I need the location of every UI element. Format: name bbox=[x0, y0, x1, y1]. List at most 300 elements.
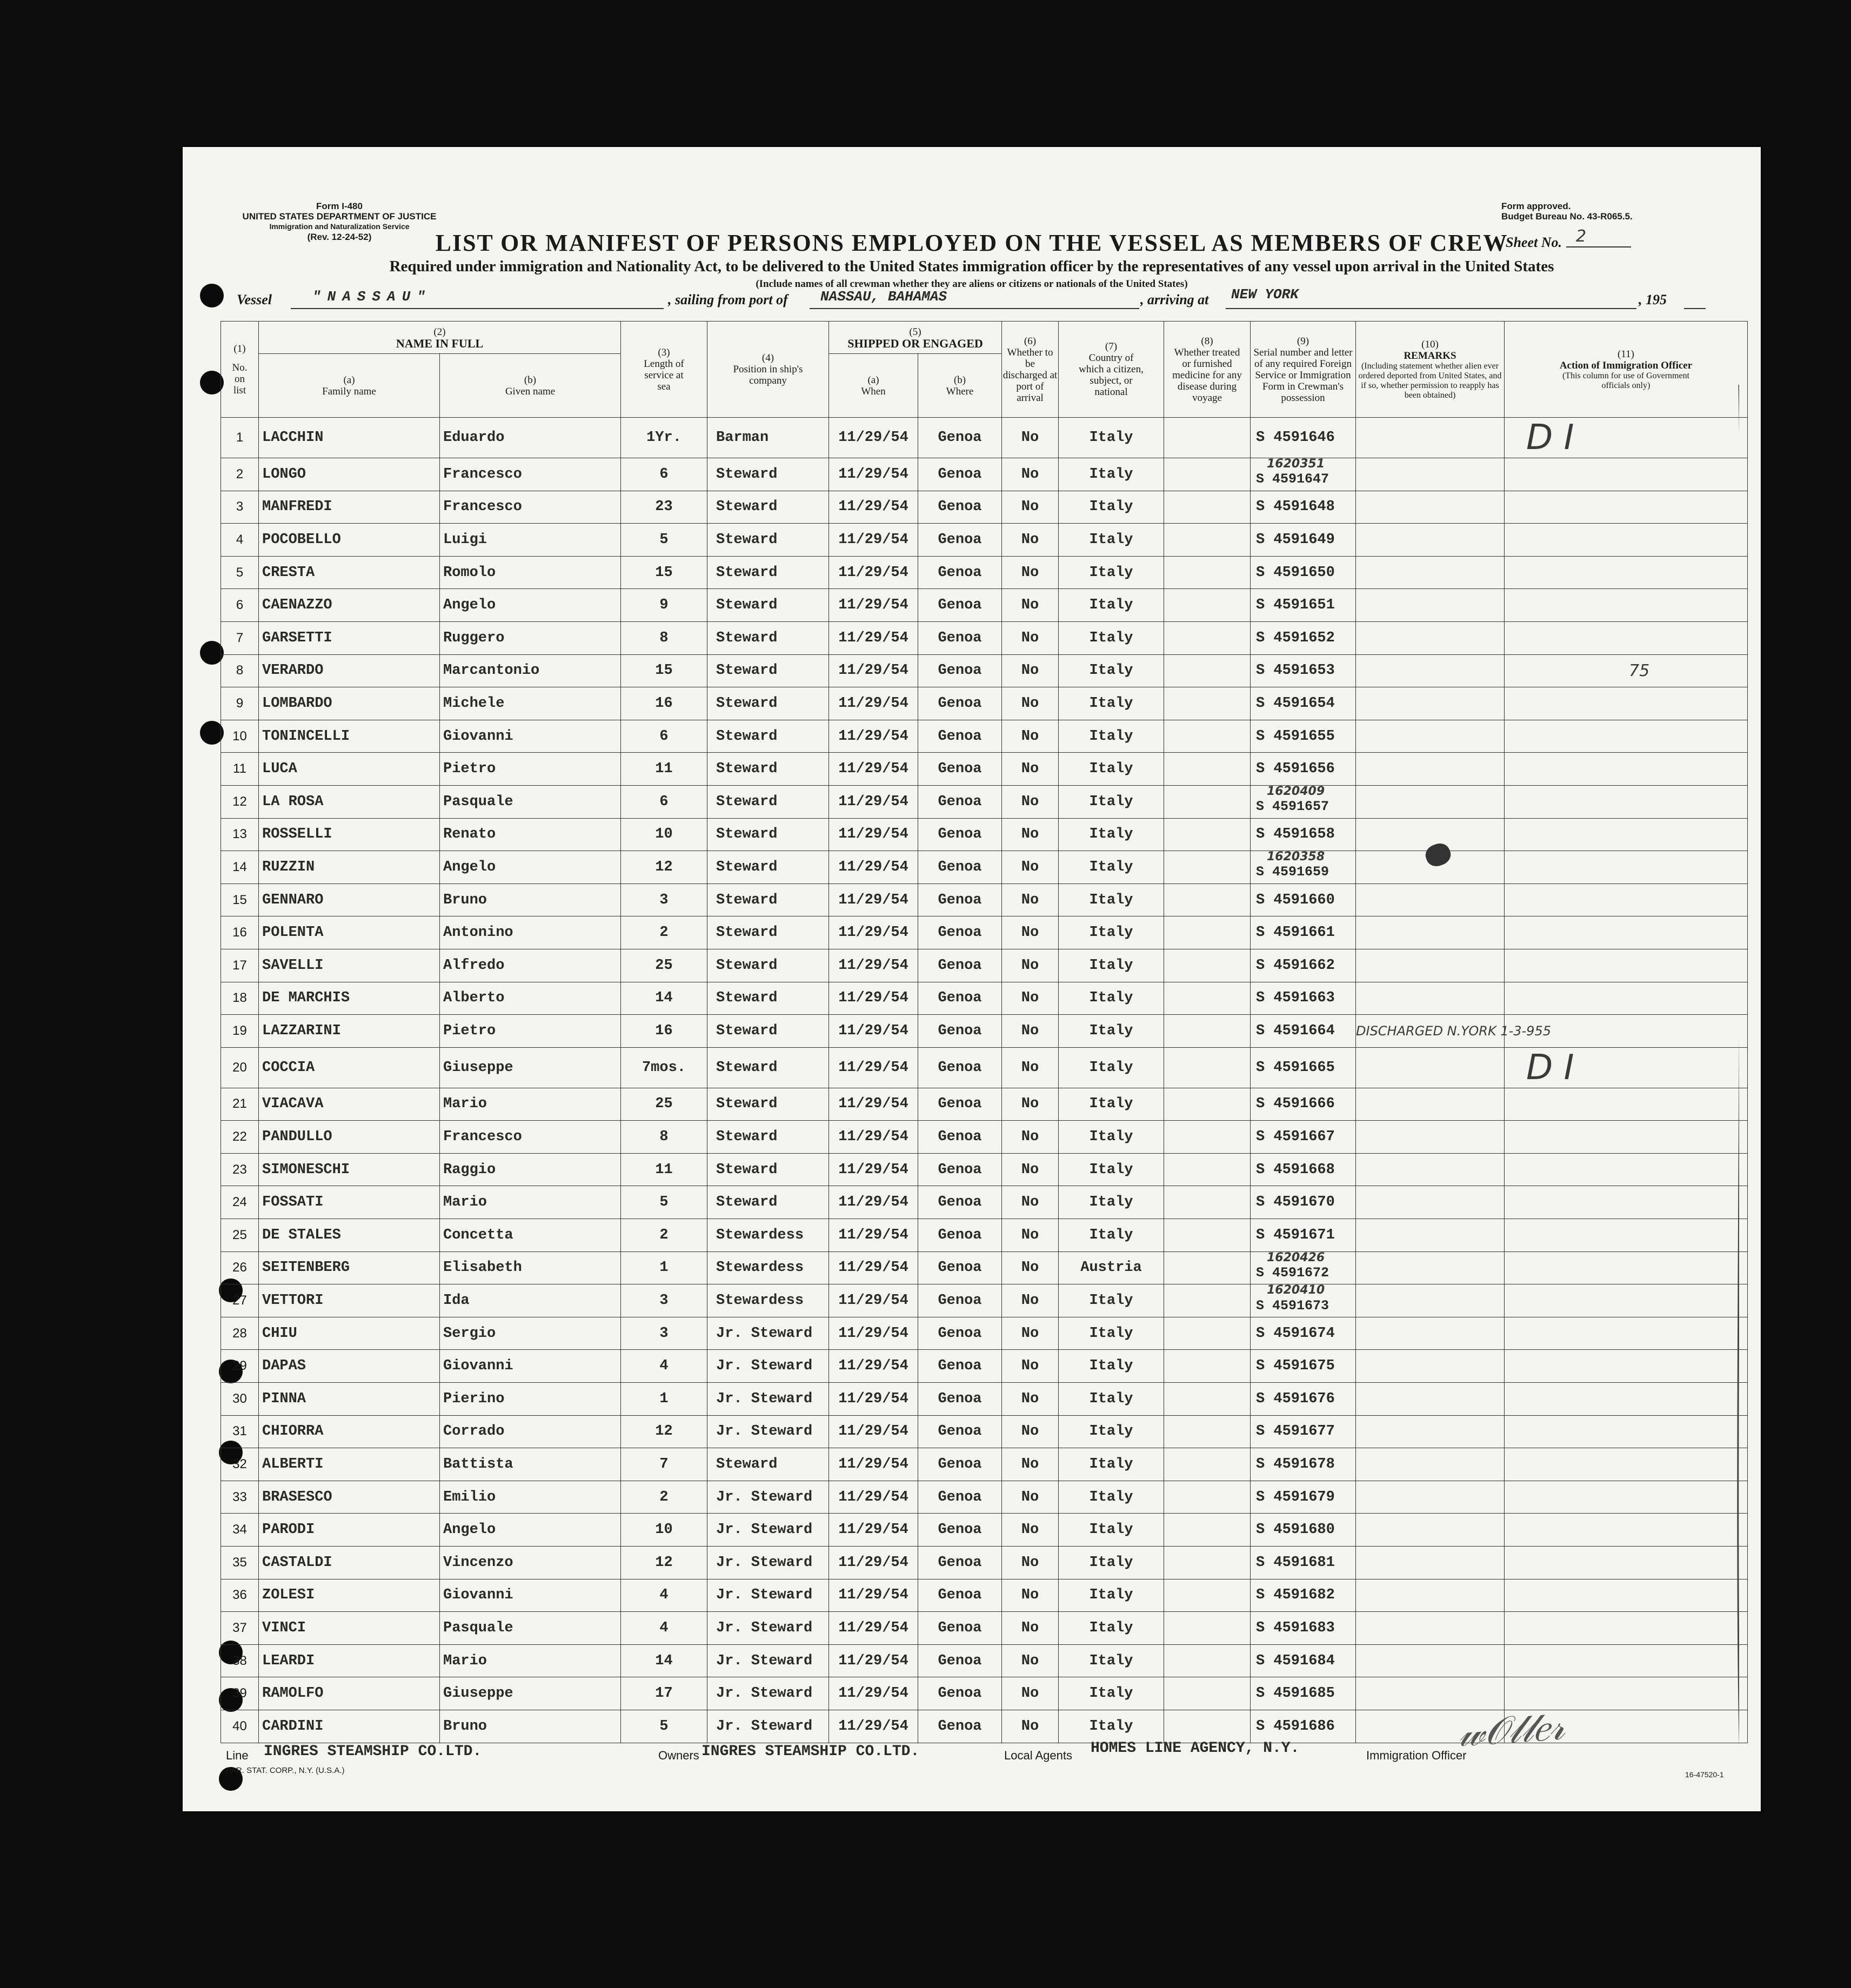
given-name-cell: Romolo bbox=[440, 556, 621, 589]
medicine-cell bbox=[1164, 1644, 1251, 1677]
service-length-cell: 2 bbox=[621, 1481, 707, 1514]
row-number-cell: 27 bbox=[221, 1284, 259, 1317]
table-row bbox=[221, 458, 1748, 491]
shipped-date-cell: 11/29/54 bbox=[829, 1415, 918, 1448]
country-cell: Italy bbox=[1059, 785, 1164, 818]
officer-action-cell: D I bbox=[1505, 1047, 1748, 1088]
row-number-cell: 26 bbox=[221, 1251, 259, 1284]
position-cell: Steward bbox=[707, 818, 829, 851]
row-number-cell: 23 bbox=[221, 1153, 259, 1186]
country-cell: Italy bbox=[1059, 1481, 1164, 1514]
shipped-date-cell: 11/29/54 bbox=[829, 1514, 918, 1547]
service-length-cell: 3 bbox=[621, 1284, 707, 1317]
discharge-flag-cell: No bbox=[1002, 1121, 1059, 1154]
country-cell: Italy bbox=[1059, 418, 1164, 458]
table-row bbox=[221, 753, 1748, 786]
col-given-header: (b) Given name bbox=[440, 354, 621, 418]
discharge-flag-cell: No bbox=[1002, 1514, 1059, 1547]
serial-number-cell bbox=[1251, 1284, 1356, 1317]
given-name-cell: Giuseppe bbox=[440, 1677, 621, 1710]
given-name-cell: Giuseppe bbox=[440, 1047, 621, 1088]
medicine-cell bbox=[1164, 1514, 1251, 1547]
row-number-cell: 32 bbox=[221, 1448, 259, 1481]
position-cell: Steward bbox=[707, 1186, 829, 1219]
vessel-line bbox=[237, 286, 1755, 313]
typed-serial: S 4591672 bbox=[1256, 1264, 1329, 1281]
col-position-header: (4) Position in ship's company bbox=[707, 322, 829, 418]
sailing-underline bbox=[810, 308, 1139, 309]
family-name-cell: MANFREDI bbox=[259, 491, 440, 524]
service-length-cell: 15 bbox=[621, 556, 707, 589]
row-number-cell: 17 bbox=[221, 949, 259, 982]
given-name-cell: Francesco bbox=[440, 1121, 621, 1154]
owners-label: Owners bbox=[658, 1749, 699, 1762]
position-cell: Jr. Steward bbox=[707, 1317, 829, 1350]
medicine-cell bbox=[1164, 654, 1251, 687]
medicine-cell bbox=[1164, 1317, 1251, 1350]
shipped-port-cell: Genoa bbox=[918, 418, 1002, 458]
service-length-cell: 2 bbox=[621, 1219, 707, 1252]
row-number-cell: 2 bbox=[221, 458, 259, 491]
discharge-flag-cell: No bbox=[1002, 654, 1059, 687]
row-number-cell: 21 bbox=[221, 1088, 259, 1121]
remarks-cell: DISCHARGED N.YORK 1-3-955 bbox=[1356, 1015, 1505, 1048]
shipped-port-cell: Genoa bbox=[918, 1481, 1002, 1514]
row-number-cell: 5 bbox=[221, 556, 259, 589]
table-row bbox=[221, 1121, 1748, 1154]
row-number-cell: 37 bbox=[221, 1612, 259, 1645]
country-cell: Italy bbox=[1059, 1153, 1164, 1186]
serial-number-cell: S 4591683 bbox=[1251, 1612, 1356, 1645]
country-cell: Italy bbox=[1059, 1088, 1164, 1121]
service-length-cell: 15 bbox=[621, 654, 707, 687]
family-name-cell: VIACAVA bbox=[259, 1088, 440, 1121]
country-cell: Italy bbox=[1059, 1015, 1164, 1048]
row-number-cell: 3 bbox=[221, 491, 259, 524]
medicine-cell bbox=[1164, 949, 1251, 982]
shipped-port-cell: Genoa bbox=[918, 949, 1002, 982]
vessel-name: "NASSAU" bbox=[312, 289, 432, 305]
medicine-cell bbox=[1164, 1153, 1251, 1186]
service-length-cell: 4 bbox=[621, 1350, 707, 1383]
family-name-cell: RUZZIN bbox=[259, 851, 440, 884]
shipped-port-cell: Genoa bbox=[918, 458, 1002, 491]
discharge-flag-cell: No bbox=[1002, 1579, 1059, 1612]
remarks-cell bbox=[1356, 1383, 1505, 1416]
medicine-cell bbox=[1164, 491, 1251, 524]
serial-number-cell: S 4591671 bbox=[1251, 1219, 1356, 1252]
remarks-cell bbox=[1356, 1547, 1505, 1579]
remarks-cell bbox=[1356, 524, 1505, 557]
remarks-cell bbox=[1356, 458, 1505, 491]
discharge-flag-cell: No bbox=[1002, 418, 1059, 458]
medicine-cell bbox=[1164, 1088, 1251, 1121]
col-number-header: (1) No. on list bbox=[221, 322, 259, 418]
service-length-cell: 14 bbox=[621, 1644, 707, 1677]
family-name-cell: ALBERTI bbox=[259, 1448, 440, 1481]
country-cell: Italy bbox=[1059, 818, 1164, 851]
country-cell: Italy bbox=[1059, 589, 1164, 622]
remarks-cell bbox=[1356, 1415, 1505, 1448]
serial-number-cell: S 4591684 bbox=[1251, 1644, 1356, 1677]
discharge-flag-cell: No bbox=[1002, 1251, 1059, 1284]
shipped-date-cell: 11/29/54 bbox=[829, 916, 918, 949]
given-name-cell: Marcantonio bbox=[440, 654, 621, 687]
position-cell: Steward bbox=[707, 1448, 829, 1481]
position-cell: Steward bbox=[707, 556, 829, 589]
family-name-cell: LEARDI bbox=[259, 1644, 440, 1677]
remarks-cell bbox=[1356, 654, 1505, 687]
family-name-cell: LOMBARDO bbox=[259, 687, 440, 720]
table-row bbox=[221, 1677, 1748, 1710]
shipped-port-cell: Genoa bbox=[918, 1186, 1002, 1219]
position-cell: Steward bbox=[707, 621, 829, 654]
given-name-cell: Bruno bbox=[440, 1710, 621, 1743]
discharge-flag-cell: No bbox=[1002, 1219, 1059, 1252]
shipped-date-cell: 11/29/54 bbox=[829, 1047, 918, 1088]
agents-label: Local Agents bbox=[1004, 1749, 1072, 1762]
service-length-cell: 3 bbox=[621, 1317, 707, 1350]
discharge-flag-cell: No bbox=[1002, 1644, 1059, 1677]
discharge-flag-cell: No bbox=[1002, 818, 1059, 851]
agents-value: HOMES LINE AGENCY, N.Y. bbox=[1091, 1740, 1300, 1757]
medicine-cell bbox=[1164, 916, 1251, 949]
service-length-cell: 16 bbox=[621, 687, 707, 720]
serial-number-cell: S 4591662 bbox=[1251, 949, 1356, 982]
shipped-date-cell: 11/29/54 bbox=[829, 851, 918, 884]
service-length-cell: 9 bbox=[621, 589, 707, 622]
table-row bbox=[221, 1383, 1748, 1416]
table-row bbox=[221, 491, 1748, 524]
shipped-date-cell: 11/29/54 bbox=[829, 1153, 918, 1186]
position-cell: Steward bbox=[707, 1015, 829, 1048]
table-row bbox=[221, 1579, 1748, 1612]
crew-rows bbox=[221, 418, 1748, 1743]
serial-number-cell: S 4591674 bbox=[1251, 1317, 1356, 1350]
family-name-cell: COCCIA bbox=[259, 1047, 440, 1088]
medicine-cell bbox=[1164, 883, 1251, 916]
serial-number-cell bbox=[1251, 1251, 1356, 1284]
position-cell: Jr. Steward bbox=[707, 1383, 829, 1416]
given-name-cell: Raggio bbox=[440, 1153, 621, 1186]
discharge-flag-cell: No bbox=[1002, 458, 1059, 491]
shipped-date-cell: 11/29/54 bbox=[829, 1579, 918, 1612]
remarks-cell bbox=[1356, 1350, 1505, 1383]
shipped-date-cell: 11/29/54 bbox=[829, 1710, 918, 1743]
position-cell: Steward bbox=[707, 851, 829, 884]
year-label: , 195 bbox=[1639, 292, 1667, 307]
remarks-cell bbox=[1356, 1047, 1505, 1088]
family-name-cell: CHIORRA bbox=[259, 1415, 440, 1448]
service-length-cell: 12 bbox=[621, 1547, 707, 1579]
position-cell: Barman bbox=[707, 418, 829, 458]
country-cell: Italy bbox=[1059, 621, 1164, 654]
serial-number-cell: S 4591663 bbox=[1251, 982, 1356, 1015]
shipped-date-cell: 11/29/54 bbox=[829, 1350, 918, 1383]
given-name-cell: Mario bbox=[440, 1088, 621, 1121]
remarks-cell bbox=[1356, 1677, 1505, 1710]
serial-number-cell: S 4591660 bbox=[1251, 883, 1356, 916]
serial-number-cell bbox=[1251, 458, 1356, 491]
table-row bbox=[221, 982, 1748, 1015]
family-name-cell: PINNA bbox=[259, 1383, 440, 1416]
arriving-label: , arriving at bbox=[1140, 292, 1209, 307]
shipped-date-cell: 11/29/54 bbox=[829, 1121, 918, 1154]
medicine-cell bbox=[1164, 720, 1251, 753]
given-name-cell: Battista bbox=[440, 1448, 621, 1481]
family-name-cell: VINCI bbox=[259, 1612, 440, 1645]
discharge-flag-cell: No bbox=[1002, 1186, 1059, 1219]
family-name-cell: PANDULLO bbox=[259, 1121, 440, 1154]
shipped-port-cell: Genoa bbox=[918, 818, 1002, 851]
officer-label: Immigration Officer bbox=[1366, 1749, 1467, 1762]
position-cell: Steward bbox=[707, 654, 829, 687]
position-cell: Steward bbox=[707, 982, 829, 1015]
shipped-port-cell: Genoa bbox=[918, 1547, 1002, 1579]
table-row bbox=[221, 1219, 1748, 1252]
service-length-cell: 5 bbox=[621, 524, 707, 557]
family-name-cell: POCOBELLO bbox=[259, 524, 440, 557]
table-row bbox=[221, 1644, 1748, 1677]
service-length-cell: 25 bbox=[621, 949, 707, 982]
row-number-cell: 34 bbox=[221, 1514, 259, 1547]
shipped-date-cell: 11/29/54 bbox=[829, 1677, 918, 1710]
service-length-cell: 4 bbox=[621, 1579, 707, 1612]
row-number-cell: 20 bbox=[221, 1047, 259, 1088]
medicine-cell bbox=[1164, 982, 1251, 1015]
row-number-cell: 11 bbox=[221, 753, 259, 786]
remarks-cell bbox=[1356, 720, 1505, 753]
serial-number-cell: S 4591668 bbox=[1251, 1153, 1356, 1186]
remarks-cell bbox=[1356, 418, 1505, 458]
serial-number-cell: S 4591666 bbox=[1251, 1088, 1356, 1121]
shipped-port-cell: Genoa bbox=[918, 916, 1002, 949]
line-value: INGRES STEAMSHIP CO.LTD. bbox=[264, 1743, 482, 1760]
row-number-cell: 36 bbox=[221, 1579, 259, 1612]
position-cell: Jr. Steward bbox=[707, 1547, 829, 1579]
family-name-cell: LA ROSA bbox=[259, 785, 440, 818]
row-number-cell: 40 bbox=[221, 1710, 259, 1743]
remarks-cell bbox=[1356, 491, 1505, 524]
medicine-cell bbox=[1164, 851, 1251, 884]
page-title: LIST OR MANIFEST OF PERSONS EMPLOYED ON THE VESSEL AS MEMBERS OF CREW bbox=[435, 230, 1508, 256]
country-cell: Italy bbox=[1059, 1219, 1164, 1252]
given-name-cell: Sergio bbox=[440, 1317, 621, 1350]
country-cell: Italy bbox=[1059, 883, 1164, 916]
shipped-date-cell: 11/29/54 bbox=[829, 621, 918, 654]
row-number-cell: 18 bbox=[221, 982, 259, 1015]
country-cell: Italy bbox=[1059, 916, 1164, 949]
form-code: 16-47520-1 bbox=[1685, 1770, 1724, 1779]
row-number-cell: 29 bbox=[221, 1350, 259, 1383]
country-cell: Italy bbox=[1059, 753, 1164, 786]
row-number-cell: 13 bbox=[221, 818, 259, 851]
service-length-cell: 7mos. bbox=[621, 1047, 707, 1088]
service-length-cell: 1Yr. bbox=[621, 418, 707, 458]
shipped-date-cell: 11/29/54 bbox=[829, 982, 918, 1015]
shipped-date-cell: 11/29/54 bbox=[829, 785, 918, 818]
medicine-cell bbox=[1164, 1547, 1251, 1579]
shipped-port-cell: Genoa bbox=[918, 621, 1002, 654]
serial-number-cell: S 4591676 bbox=[1251, 1383, 1356, 1416]
service-length-cell: 10 bbox=[621, 818, 707, 851]
country-cell: Italy bbox=[1059, 1047, 1164, 1088]
remarks-cell bbox=[1356, 589, 1505, 622]
table-row bbox=[221, 1088, 1748, 1121]
serial-number-cell: S 4591685 bbox=[1251, 1677, 1356, 1710]
country-cell: Italy bbox=[1059, 1710, 1164, 1743]
table-row bbox=[221, 1481, 1748, 1514]
serial-number-cell: S 4591681 bbox=[1251, 1547, 1356, 1579]
position-cell: Steward bbox=[707, 916, 829, 949]
table-row bbox=[221, 1448, 1748, 1481]
serial-number-cell: S 4591677 bbox=[1251, 1415, 1356, 1448]
shipped-date-cell: 11/29/54 bbox=[829, 818, 918, 851]
shipped-port-cell: Genoa bbox=[918, 1219, 1002, 1252]
given-name-cell: Renato bbox=[440, 818, 621, 851]
shipped-date-cell: 11/29/54 bbox=[829, 1219, 918, 1252]
serial-number-cell: S 4591658 bbox=[1251, 818, 1356, 851]
row-number-cell: 33 bbox=[221, 1481, 259, 1514]
family-name-cell: TONINCELLI bbox=[259, 720, 440, 753]
country-cell: Italy bbox=[1059, 687, 1164, 720]
discharge-flag-cell: No bbox=[1002, 1415, 1059, 1448]
serial-number-cell bbox=[1251, 851, 1356, 884]
row-number-cell: 35 bbox=[221, 1547, 259, 1579]
discharge-flag-cell: No bbox=[1002, 1317, 1059, 1350]
shipped-date-cell: 11/29/54 bbox=[829, 524, 918, 557]
family-name-cell: BRASESCO bbox=[259, 1481, 440, 1514]
discharge-flag-cell: No bbox=[1002, 720, 1059, 753]
discharge-flag-cell: No bbox=[1002, 491, 1059, 524]
given-name-cell: Angelo bbox=[440, 1514, 621, 1547]
table-row bbox=[221, 1514, 1748, 1547]
family-name-cell: VERARDO bbox=[259, 654, 440, 687]
serial-number-cell: S 4591655 bbox=[1251, 720, 1356, 753]
position-cell: Steward bbox=[707, 491, 829, 524]
remarks-cell bbox=[1356, 1251, 1505, 1284]
row-number-cell: 38 bbox=[221, 1644, 259, 1677]
position-cell: Jr. Steward bbox=[707, 1579, 829, 1612]
serial-number-cell: S 4591675 bbox=[1251, 1350, 1356, 1383]
country-cell: Italy bbox=[1059, 1383, 1164, 1416]
country-cell: Italy bbox=[1059, 851, 1164, 884]
family-name-cell: CHIU bbox=[259, 1317, 440, 1350]
serial-number-cell: S 4591665 bbox=[1251, 1047, 1356, 1088]
row-number-cell: 30 bbox=[221, 1383, 259, 1416]
shipped-port-cell: Genoa bbox=[918, 1514, 1002, 1547]
country-cell: Italy bbox=[1059, 1677, 1164, 1710]
shipped-port-cell: Genoa bbox=[918, 1383, 1002, 1416]
discharge-flag-cell: No bbox=[1002, 524, 1059, 557]
given-name-cell: Ruggero bbox=[440, 621, 621, 654]
given-name-cell: Giovanni bbox=[440, 720, 621, 753]
family-name-cell: DE STALES bbox=[259, 1219, 440, 1252]
table-row bbox=[221, 1251, 1748, 1284]
shipped-port-cell: Genoa bbox=[918, 1710, 1002, 1743]
table-row bbox=[221, 785, 1748, 818]
medicine-cell bbox=[1164, 687, 1251, 720]
remarks-cell bbox=[1356, 785, 1505, 818]
given-name-cell: Emilio bbox=[440, 1481, 621, 1514]
discharge-flag-cell: No bbox=[1002, 1612, 1059, 1645]
serial-number-cell: S 4591646 bbox=[1251, 418, 1356, 458]
action-column-pencil-line bbox=[1523, 342, 1739, 1855]
country-cell: Italy bbox=[1059, 1612, 1164, 1645]
country-cell: Italy bbox=[1059, 982, 1164, 1015]
handwritten-serial: 1620409 bbox=[1267, 785, 1325, 798]
medicine-cell bbox=[1164, 1219, 1251, 1252]
handwritten-serial: 1620358 bbox=[1267, 851, 1325, 864]
discharge-flag-cell: No bbox=[1002, 916, 1059, 949]
service-length-cell: 12 bbox=[621, 1415, 707, 1448]
country-cell: Italy bbox=[1059, 491, 1164, 524]
shipped-port-cell: Genoa bbox=[918, 851, 1002, 884]
position-cell: Stewardess bbox=[707, 1251, 829, 1284]
row-number-cell: 1 bbox=[221, 418, 259, 458]
row-number-cell: 9 bbox=[221, 687, 259, 720]
shipped-port-cell: Genoa bbox=[918, 1415, 1002, 1448]
discharge-flag-cell: No bbox=[1002, 982, 1059, 1015]
family-name-cell: ROSSELLI bbox=[259, 818, 440, 851]
discharge-flag-cell: No bbox=[1002, 1448, 1059, 1481]
table-row bbox=[221, 621, 1748, 654]
country-cell: Italy bbox=[1059, 1284, 1164, 1317]
service-length-cell: 8 bbox=[621, 1121, 707, 1154]
discharge-flag-cell: No bbox=[1002, 1284, 1059, 1317]
shipped-date-cell: 11/29/54 bbox=[829, 883, 918, 916]
shipped-date-cell: 11/29/54 bbox=[829, 1448, 918, 1481]
table-row bbox=[221, 1317, 1748, 1350]
remarks-cell bbox=[1356, 1644, 1505, 1677]
country-cell: Italy bbox=[1059, 1644, 1164, 1677]
medicine-cell bbox=[1164, 785, 1251, 818]
medicine-cell bbox=[1164, 818, 1251, 851]
shipped-date-cell: 11/29/54 bbox=[829, 556, 918, 589]
col-name-header: (2) NAME IN FULL bbox=[259, 322, 621, 354]
table-row bbox=[221, 1153, 1748, 1186]
position-cell: Steward bbox=[707, 589, 829, 622]
discharge-flag-cell: No bbox=[1002, 1015, 1059, 1048]
family-name-cell: PARODI bbox=[259, 1514, 440, 1547]
service-length-cell: 10 bbox=[621, 1514, 707, 1547]
position-cell: Steward bbox=[707, 720, 829, 753]
country-cell: Italy bbox=[1059, 1350, 1164, 1383]
table-row bbox=[221, 687, 1748, 720]
given-name-cell: Mario bbox=[440, 1644, 621, 1677]
service-length-cell: 6 bbox=[621, 720, 707, 753]
row-number-cell: 22 bbox=[221, 1121, 259, 1154]
table-row bbox=[221, 720, 1748, 753]
medicine-cell bbox=[1164, 589, 1251, 622]
table-row bbox=[221, 949, 1748, 982]
service-length-cell: 3 bbox=[621, 883, 707, 916]
service-length-cell: 8 bbox=[621, 621, 707, 654]
position-cell: Jr. Steward bbox=[707, 1350, 829, 1383]
row-number-cell: 7 bbox=[221, 621, 259, 654]
medicine-cell bbox=[1164, 1350, 1251, 1383]
given-name-cell: Pietro bbox=[440, 1015, 621, 1048]
row-number-cell: 8 bbox=[221, 654, 259, 687]
line-label: Line bbox=[226, 1749, 249, 1762]
typed-serial: S 4591647 bbox=[1256, 471, 1329, 487]
discharge-flag-cell: No bbox=[1002, 949, 1059, 982]
serial-number-cell: S 4591664 bbox=[1251, 1015, 1356, 1048]
table-row bbox=[221, 1547, 1748, 1579]
position-cell: Steward bbox=[707, 1153, 829, 1186]
service-length-cell: 12 bbox=[621, 851, 707, 884]
medicine-cell bbox=[1164, 1383, 1251, 1416]
